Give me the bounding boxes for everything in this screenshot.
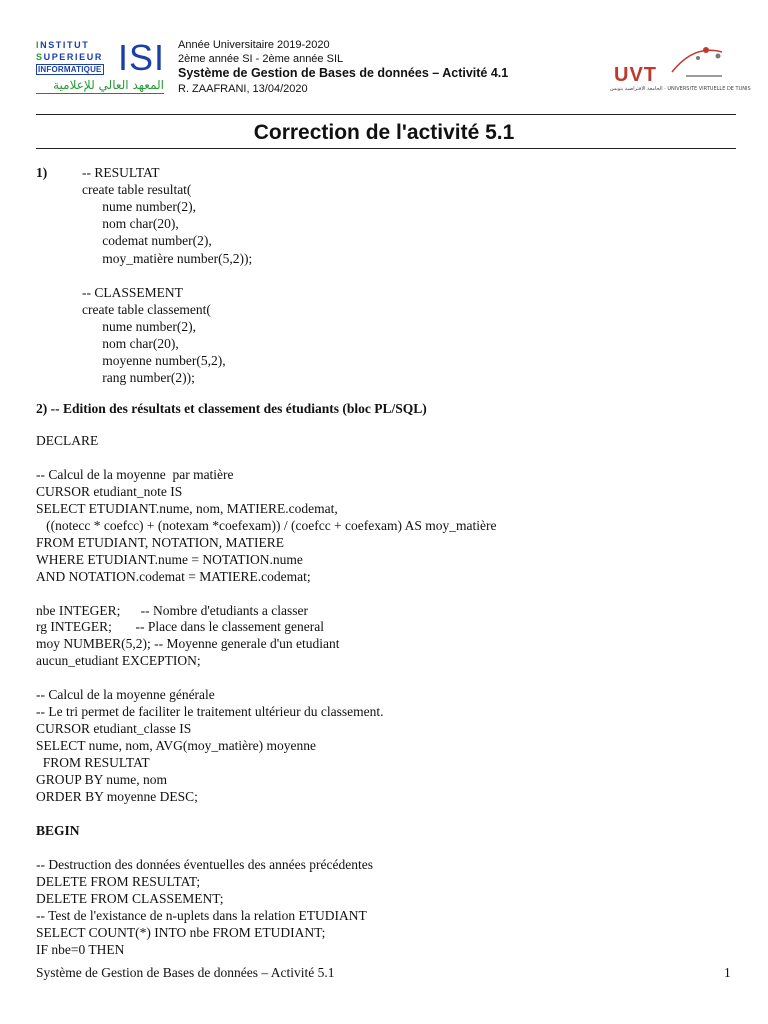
page-title: Correction de l'activité 5.1 [253, 121, 515, 144]
header-rule-bottom [36, 148, 736, 149]
code-line: WHERE ETUDIANT.nume = NOTATION.nume [36, 551, 303, 567]
section1-number: 1) [36, 165, 48, 180]
section2-heading: 2) -- Edition des résultats et classement des étudiants (bloc PL/SQL) [36, 401, 427, 416]
code-line: GROUP BY nume, nom [36, 772, 168, 787]
code-line: -- CLASSEMENT [82, 284, 183, 300]
header-year: Année Universitaire 2019-2020 [178, 39, 330, 51]
code-line: FROM ETUDIANT, NOTATION, MATIERE [36, 534, 285, 550]
code-line: moyenne number(5,2), [82, 353, 226, 369]
code-line: CURSOR etudiant_classe IS [36, 721, 192, 737]
code-line: codemat number(2), [82, 233, 212, 249]
logo-isi-letters: ISI [118, 37, 166, 78]
code-line: BEGIN [36, 822, 80, 838]
page-number: 1 [724, 965, 731, 980]
header-course: Système de Gestion de Bases de données – Activité 4.1 [178, 66, 509, 80]
code-line: create table classement( [82, 301, 211, 317]
header-author: R. ZAAFRANI, 13/04/2020 [178, 83, 308, 95]
code-line: AND NOTATION.codemat = MATIERE.codemat; [36, 568, 311, 584]
code-line: -- Calcul de la moyenne générale [36, 687, 215, 703]
uvt-letters: UVT [614, 64, 657, 86]
isi-logo [36, 37, 166, 102]
uvt-logo [610, 42, 751, 98]
code-line: CURSOR etudiant_note IS [36, 483, 183, 499]
code-line: SELECT nume, nom, AVG(moy_matière) moyenne [36, 738, 316, 754]
code-line: create table resultat( [82, 182, 192, 198]
code-line: -- Calcul de la moyenne par matière [36, 466, 234, 482]
code-line: moy NUMBER(5,2); -- Moyenne generale d'un etudiant [36, 636, 340, 652]
code-line: ((notecc * coefcc) + (notexam *coefexam)) / (coefcc + coefexam) AS moy_matière [36, 517, 497, 533]
code-line: nume number(2), [82, 318, 196, 334]
code-line: aucun_etudiant EXCEPTION; [36, 653, 201, 669]
logo-row-1: INSTITUT [36, 40, 90, 50]
code-line: -- Test de l'existance de n-uplets dans la relation ETUDIANT [36, 907, 367, 923]
code-line: DECLARE [36, 433, 99, 448]
logo-row-2: SUPERIEUR [36, 52, 103, 62]
code-line: nbe INTEGER; -- Nombre d'etudiants a classer [36, 602, 308, 618]
code-line: nume number(2), [82, 199, 196, 215]
code-line: SELECT ETUDIANT.nume, nom, MATIERE.codemat, [36, 500, 338, 516]
code-line: rang number(2)); [82, 370, 195, 386]
code-line: nom char(20), [82, 336, 179, 351]
code-line: rg INTEGER; -- Place dans le classement general [36, 619, 325, 635]
code-line: ORDER BY moyenne DESC; [36, 788, 198, 804]
code-line: -- RESULTAT [82, 165, 160, 180]
header-level: 2ème année SI - 2ème année SIL [178, 53, 344, 65]
code-line: DELETE FROM CLASSEMENT; [36, 890, 224, 906]
code-line: -- Destruction des données éventuelles des années précédentes [36, 856, 373, 872]
uvt-subtitle: الجامعة الافتراضية بتونس · UNIVERSITE VIRTUELLE DE TUNIS [610, 86, 751, 92]
code-line: moy_matière number(5,2)); [82, 250, 253, 266]
code-line: IF nbe=0 THEN [36, 941, 125, 957]
code-line: FROM RESULTAT [36, 755, 150, 771]
header-rule-top [36, 114, 736, 115]
footer-text: Système de Gestion de Bases de données – Activité 5.1 [36, 965, 335, 980]
logo-arabic-text: المعهد العالي للإعلامية [36, 77, 164, 94]
code-line: DELETE FROM RESULTAT; [36, 873, 201, 889]
logo-box-text: INFORMATIQUE [38, 65, 102, 74]
code-line: nom char(20), [82, 216, 179, 232]
code-line: SELECT COUNT(*) INTO nbe FROM ETUDIANT; [36, 924, 326, 940]
code-line: -- Le tri permet de faciliter le traitement ultérieur du classement. [36, 704, 384, 720]
